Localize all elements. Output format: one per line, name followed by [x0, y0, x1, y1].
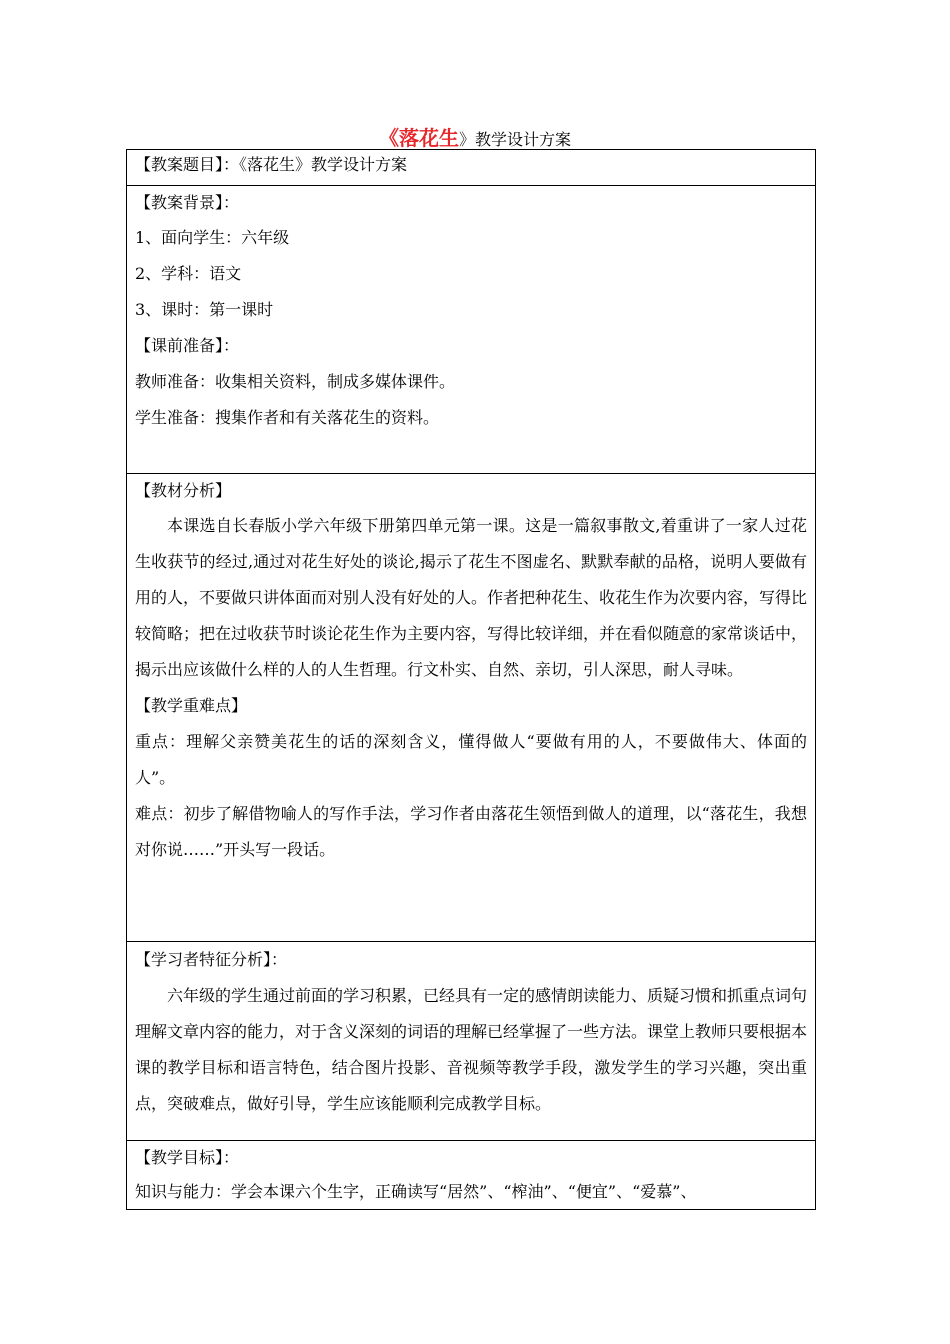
cell-background: [127, 186, 816, 474]
row-background: [127, 186, 816, 474]
cell-learners: [127, 942, 816, 1141]
row-analysis: [127, 474, 816, 942]
analysis-paragraph: 本课选自长春版小学六年级下册第四单元第一课。这是一篇叙事散文,着重讲了一家人过花生收获节的经过,通过对花生好处的谈论,揭示了花生不图虚名、默默奉献的品格，说明人要做有用的人，不要做只讲体面而对别人没有好处的人。作者把种花生、收花生作为次要内容，写得比较简略；把在过收获节时谈论花生作为主要内容，写得比较详细，并在看似随意的家常谈话中，揭示出应该做什么样的人的人生哲理。行文朴实、自然、亲切，引人深思，耐人寻味。: [135, 516, 808, 679]
background-heading: 【教案背景】：: [135, 193, 240, 212]
document-title-red: 《落花生: [378, 126, 459, 150]
cell-objectives: [127, 1141, 816, 1210]
cell-topic: [127, 150, 816, 186]
row-learners: [127, 942, 816, 1141]
objectives-line: 知识与能力：学会本课六个生字，正确读写“居然”、“榨油”、“便宜”、“爱慕”、: [135, 1182, 697, 1201]
cell-analysis: [127, 474, 816, 942]
learners-heading: 【学习者特征分析】：: [135, 950, 288, 969]
prep-heading: 【课前准备】：: [135, 336, 240, 355]
learners-paragraph: 六年级的学生通过前面的学习积累，已经具有一定的感情朗读能力、质疑习惯和抓重点词句理解文章内容的能力，对于含义深刻的词语的理解已经掌握了一些方法。课堂上教师只要根据本课的教学目标和语言特色，结合图片投影、音视频等教学手段，激发学生的学习兴趣，突出重点，突破难点，做好引导，学生应该能顺利完成教学目标。: [135, 986, 808, 1113]
objectives-heading: 【教学目标】：: [135, 1148, 240, 1167]
key-points-heading: 【教学重难点】: [135, 696, 248, 715]
background-item: 2、学科：语文: [135, 264, 242, 283]
background-item: 3、课时：第一课时: [135, 300, 274, 319]
background-item: 1、面向学生：六年级: [135, 228, 290, 247]
row-objectives: [127, 1141, 816, 1210]
key-point-text: 重点：理解父亲赞美花生的话的深刻含义，懂得做人“要做有用的人，不要做伟大、体面的人”。: [135, 732, 807, 787]
row-topic: [127, 150, 816, 186]
analysis-heading: 【教材分析】: [135, 481, 232, 500]
document-title-rest: 》教学设计方案: [458, 130, 571, 149]
topic-text: 【教案题目】：《落花生》教学设计方案: [135, 155, 408, 174]
lesson-plan-table: [126, 149, 816, 1210]
prep-item: 教师准备：收集相关资料，制成多媒体课件。: [135, 372, 456, 391]
prep-item: 学生准备：搜集作者和有关落花生的资料。: [135, 408, 440, 427]
difficult-point-text: 难点：初步了解借物喻人的写作手法，学习作者由落花生领悟到做人的道理，以“落花生，我想对你说……”开头写一段话。: [135, 804, 807, 859]
